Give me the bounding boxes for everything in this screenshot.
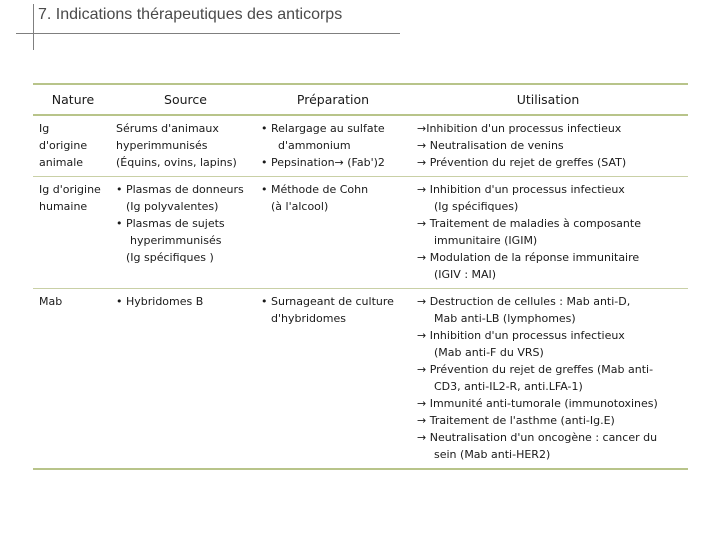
- table-row: [33, 115, 688, 177]
- cell-source: • Hybridomes B: [113, 289, 258, 470]
- cell-preparation: • Surnageant de culture d'hybridomes: [258, 289, 408, 470]
- header-utilisation: Utilisation: [408, 84, 688, 115]
- title-vertical-rule: [33, 4, 34, 50]
- cell-utilisation: →Inhibition d'un processus infectieux → Neutralisation de venins → Prévention du rejet de greffes (SAT): [408, 115, 688, 177]
- cell-nature: Ig d'origine animale: [33, 115, 113, 177]
- cell-nature: Mab: [33, 289, 113, 470]
- cell-utilisation: → Inhibition d'un processus infectieux (Ig spécifiques) → Traitement de maladies à composante immunitaire (IGIM) → Modulation de la réponse immunitaire (IGIV : MAI): [408, 177, 688, 289]
- cell-source: • Plasmas de donneurs (Ig polyvalentes) • Plasmas de sujets hyperimmunisés (Ig spécifiques ): [113, 177, 258, 289]
- table-row: [33, 177, 688, 289]
- cell-nature: Ig d'origine humaine: [33, 177, 113, 289]
- header-preparation: Préparation: [258, 84, 408, 115]
- cell-preparation: • Méthode de Cohn (à l'alcool): [258, 177, 408, 289]
- table-row: [33, 289, 688, 470]
- header-nature: Nature: [33, 84, 113, 115]
- cell-preparation: • Relargage au sulfate d'ammonium • Pepsination→ (Fab')2: [258, 115, 408, 177]
- cell-utilisation: → Destruction de cellules : Mab anti-D, Mab anti-LB (lymphomes) → Inhibition d'un processus infectieux (Mab anti-F du VRS) → Prévention du rejet de greffes (Mab anti- CD3, anti-IL2-R, anti.LFA-1) → Immunité anti-tumorale (immunotoxines) → Traitement de l'asthme (anti-Ig.E) → Neutralisation d'un oncogène : cancer du sein (Mab anti-HER2): [408, 289, 688, 470]
- indications-table: [33, 83, 688, 470]
- title-underline: [16, 33, 400, 34]
- header-source: Source: [113, 84, 258, 115]
- cell-source: Sérums d'animaux hyperimmunisés (Équins, ovins, lapins): [113, 115, 258, 177]
- page-title: 7. Indications thérapeutiques des anticorps: [38, 6, 343, 23]
- header-row: [33, 84, 688, 115]
